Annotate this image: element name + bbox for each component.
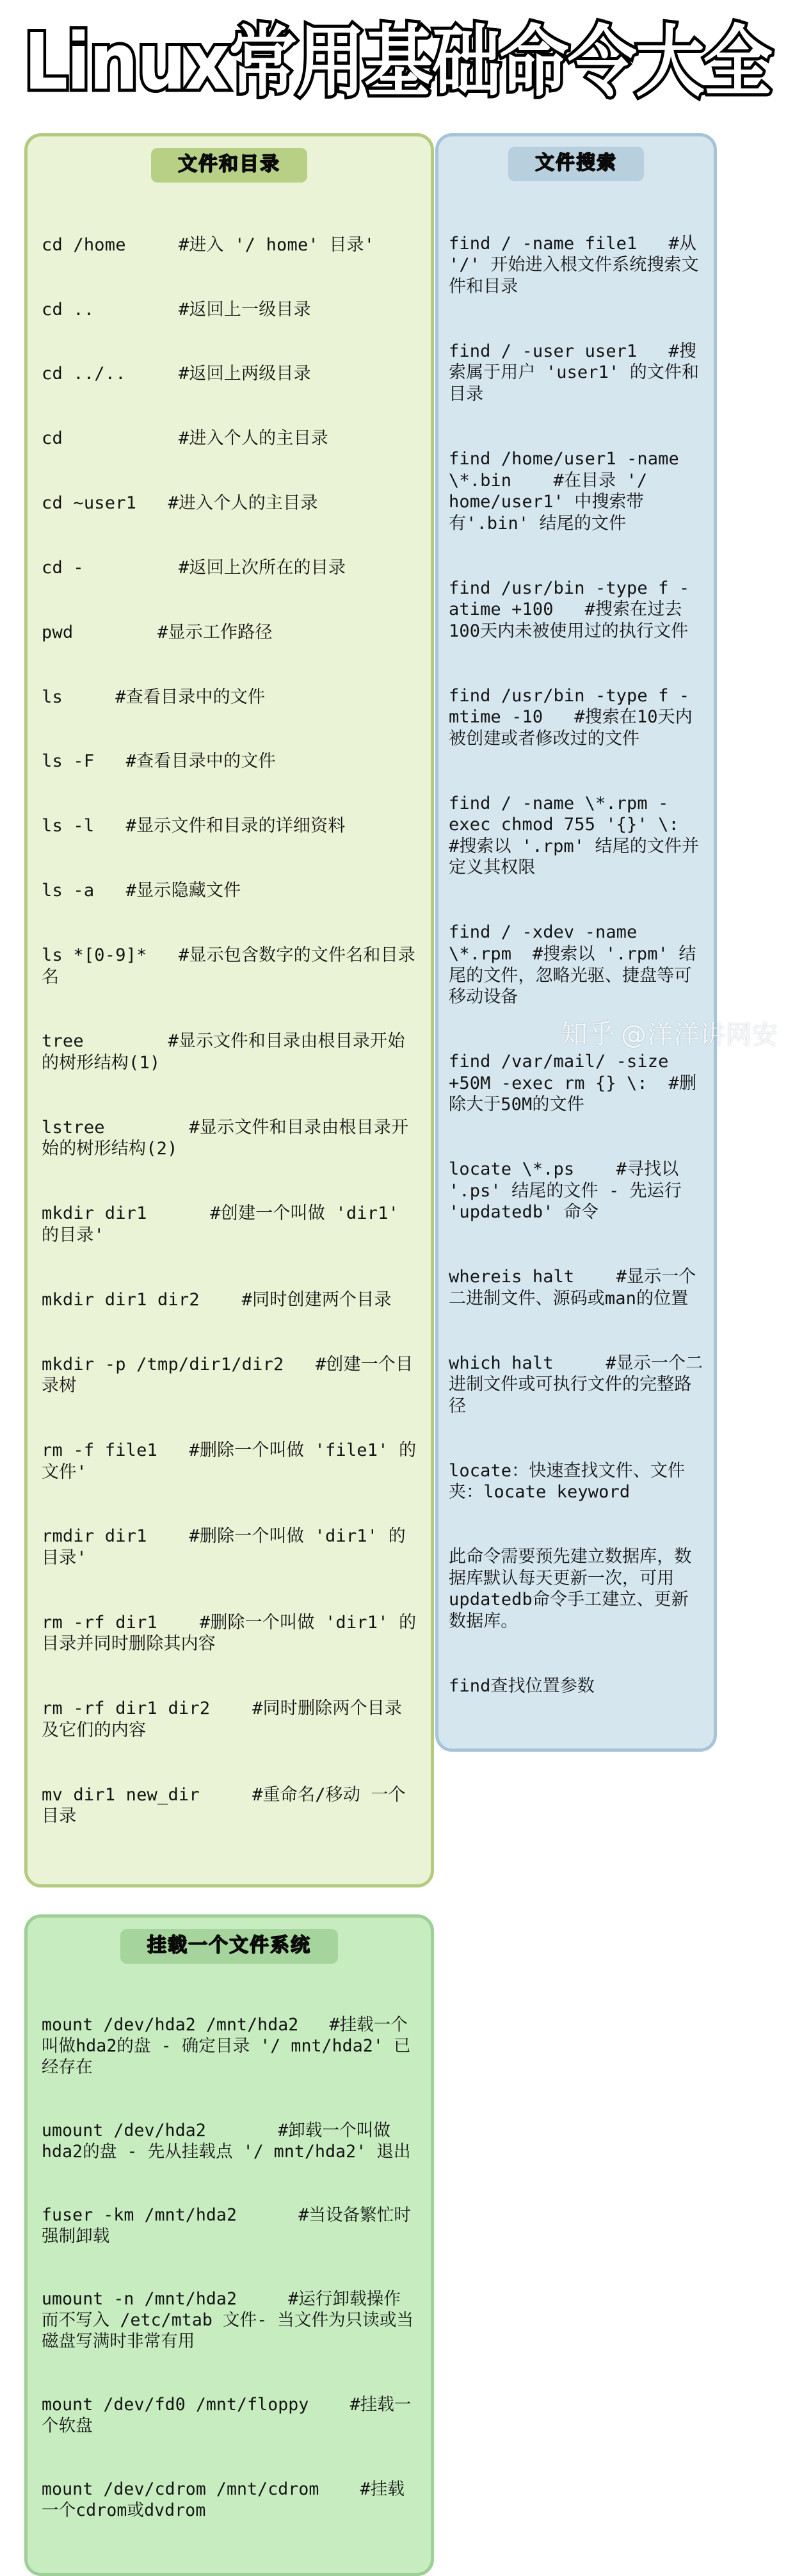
command-line: find / -name \*.rpm -exec chmod 755 '{}' \: #搜索以 '.rpm' 结尾的文件并定义其权限: [449, 793, 721, 878]
command-line: ls *[0-9]* #显示包含数字的文件名和目录名: [42, 945, 415, 987]
card-search-header: [449, 147, 703, 181]
command-line: mount /dev/cdrom /mnt/cdrom #挂载一个cdrom或dvdrom: [42, 2479, 405, 2521]
command-line: rm -rf dir1 dir2 #同时删除两个目录及它们的内容: [42, 1699, 403, 1740]
card-files-command-list: [42, 192, 417, 1871]
card-mount-command-list: [42, 1973, 417, 2564]
watermark-handle: @洋洋讲网安: [621, 1020, 778, 1050]
card-files-and-directories: [24, 133, 434, 1887]
command-line: find / -user user1 #搜索属于用户 'user1' 的文件和目录: [449, 341, 700, 405]
command-line: cd - #返回上次所在的目录: [42, 557, 346, 578]
command-line: find / -xdev -name \*.rpm #搜索以 '.rpm' 结尾的文件，忽略光驱、捷盘等可移动设备: [449, 922, 696, 1007]
command-line: mkdir dir1 #创建一个叫做 'dir1' 的目录': [42, 1203, 410, 1245]
command-line: cd ~user1 #进入个人的主目录: [42, 493, 318, 514]
card-files-title: 文件和目录: [151, 148, 307, 183]
command-line: ls -l #显示文件和目录的详细资料: [42, 816, 346, 836]
card-search-command-list: [449, 190, 721, 1740]
left-column: [0, 133, 435, 2576]
command-line: cd ../.. #返回上两级目录: [42, 364, 311, 384]
command-line: find /usr/bin -type f -atime +100 #搜索在过去100天内未被使用过的执行文件: [449, 578, 690, 641]
command-line: mkdir -p /tmp/dir1/dir2 #创建一个目录树: [42, 1354, 414, 1396]
command-line: locate：快速查找文件、文件夹：locate keyword: [449, 1460, 686, 1503]
command-line: find / -name file1 #从 '/' 开始进入根文件系统搜索文件和目录: [449, 233, 707, 297]
command-line: umount /dev/hda2 #卸载一个叫做hda2的盘 - 先从挂载点 '/ mnt/hda2' 退出: [42, 2120, 411, 2162]
command-line: ls #查看目录中的文件: [42, 687, 266, 707]
card-files-header: [42, 148, 417, 183]
command-line: cd .. #返回上一级目录: [42, 299, 311, 320]
command-line: find /home/user1 -name \*.bin #在目录 '/ home/user1' 中搜索带有'.bin' 结尾的文件: [449, 448, 690, 534]
command-line: rm -f file1 #删除一个叫做 'file1' 的文件': [42, 1440, 417, 1482]
command-line: lstree #显示文件和目录由根目录开始的树形结构(2): [42, 1117, 409, 1159]
command-line: cd #进入个人的主目录: [42, 428, 328, 449]
command-line: which halt #显示一个二进制文件或可执行文件的完整路径: [449, 1353, 703, 1416]
command-line: 此命令需要预先建立数据库，数据库默认每天更新一次，可用updatedb命令手工建立、更新数据库。: [449, 1546, 692, 1631]
card-file-search: [435, 133, 721, 1752]
command-line: rm -rf dir1 #删除一个叫做 'dir1' 的目录并同时删除其内容: [42, 1612, 417, 1654]
command-line: ls -F #查看目录中的文件: [42, 751, 276, 772]
card-mount-title: 挂载一个文件系统: [120, 1929, 338, 1964]
command-line: tree #显示文件和目录由根目录开始的树形结构(1): [42, 1031, 405, 1073]
card-search-title: 文件搜索: [508, 147, 644, 181]
right-column: [435, 133, 795, 2576]
command-line: fuser -km /mnt/hda2 #当设备繁忙时强制卸载: [42, 2205, 412, 2246]
cards-layout: [0, 133, 795, 2576]
command-line: ls -a #显示隐藏文件: [42, 881, 241, 901]
watermark-platform: 知乎: [560, 1018, 616, 1050]
command-line: mkdir dir1 dir2 #同时创建两个目录: [42, 1289, 392, 1310]
poster-title-bar: [0, 0, 795, 122]
command-line: umount -n /mnt/hda2 #运行卸载操作而不写入 /etc/mtab 文件- 当文件为只读或当磁盘写满时非常有用: [42, 2289, 414, 2352]
card-mount-header: [42, 1929, 417, 1964]
command-line: whereis halt #显示一个二进制文件、源码或man的位置: [449, 1267, 696, 1308]
command-line: find /usr/bin -type f -mtime -10 #搜索在10天内被创建或者修改过的文件: [449, 685, 693, 749]
command-line: rmdir dir1 #删除一个叫做 'dir1' 的目录': [42, 1526, 406, 1568]
command-line: cd /home #进入 '/ home' 目录': [42, 234, 375, 255]
card-mount-filesystem: [24, 1914, 434, 2576]
page-title: Linux常用基础命令大全: [24, 17, 771, 108]
command-line: pwd #显示工作路径: [42, 622, 273, 642]
command-line: mount /dev/fd0 /mnt/floppy #挂载一个软盘: [42, 2395, 412, 2436]
command-line: find查找位置参数: [449, 1675, 595, 1696]
command-line: locate \*.ps #寻找以 '.ps' 结尾的文件 - 先运行 'updatedb' 命令: [449, 1159, 693, 1223]
command-line: find /var/mail/ -size +50M -exec rm {} \: #删除大于50M的文件: [449, 1051, 696, 1115]
command-line: mount /dev/hda2 /mnt/hda2 #挂载一个叫做hda2的盘 - 确定目录 '/ mnt/hda2' 已经存在: [42, 2014, 411, 2077]
command-line: mv dir1 new_dir #重命名/移动 一个目录: [42, 1784, 406, 1827]
